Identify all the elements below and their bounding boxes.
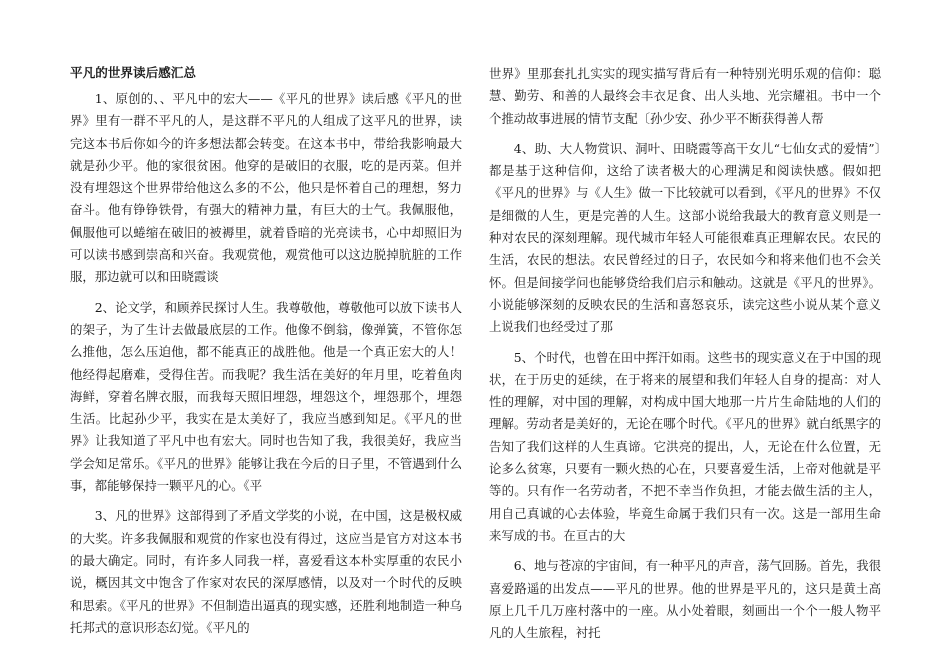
document-title: 平凡的世界读后感汇总 — [70, 65, 196, 80]
paragraph-4: 4、助、大人物赏识、洞叶、田晓霞等高干女儿“七仙女式的爱情”〕都是基于这种信仰，这给了读者极大的心理满足和阅读快感。假如把《平凡的世界》与《人生》做一下比较就可以看到，《平凡的世界》不仅是细微的人生，更是完善的人生。这部小说给我最大的教育意义则是一种对农民的深刻理解。现代城市年轻人可能很难真正理解农民。农民的生活，农民的想法。农民曾经过的日子，农民如今和将来他们也不会关怀。但是间接学问也能够贷给我们启示和触动。这就是《平凡的世界》。小说能够深刻的反映农民的生活和喜怒哀乐，读完这些小说从某个意义上说我们也经受过了那 — [489, 140, 881, 335]
paragraph-3-continued: 世界》里那套扎扎实实的现实描写背后有一种特别光明乐观的信仰：聪慧、勤劳、和善的人最终会丰衣足食、出人头地、光宗耀祖。书中一个个推动故事进展的情节支配〔孙少安、孙少平不断获得善人帮 — [489, 66, 881, 126]
paragraph-2: 2、论文学，和顾养民探讨人生。我尊敬他，尊敬他可以放下读书人的架子，为了生计去做最底层的工作。他像不倒翁，像弹簧，不管你怎么推他，怎么压迫他，都不能真正的战胜他。他是一个真正宏大的人！他经得起磨难，受得住苦。而我呢？我生活在美好的年月里，吃着鱼肉海鲜，穿着名牌衣服，而我每天照旧埋怨，埋怨这个，埋怨那个，埋怨生活。比起孙少平，我实在是太美好了，我应当感到知足。《平凡的世界》让我知道了平凡中也有宏大。同时也告知了我，我很美好，我应当学会知足常乐。《平凡的世界》能够让我在今后的日子里，不管遇到什么事，都能够保持一颗平凡的心。《平 — [70, 299, 463, 494]
left-column — [70, 62, 462, 647]
paragraph-1: 1、原创的、、平凡中的宏大——《平凡的世界》读后感《平凡的世界》里有一群不平凡的人，是这群不平凡的人组成了这平凡的世界，读完这本书后你如今的许多想法都会转变。在这本书中，带给我影响最大就是孙少平。他的家很贫困。他穿的是破旧的衣服，吃的是丙菜。但并没有埋怨这个世界带给他这么多的不公，他只是怀着自己的理想，努力奋斗。他有铮铮铁骨，有强大的精神力量，有巨大的士气。我佩服他，佩服他可以蜷缩在破旧的被褥里，就着昏暗的光亮读书，心中却照旧为可以读书感到崇高和兴奋。我观赏他，观赏他可以这边脱掉肮脏的工作服，那边就可以和田晓霞谈 — [70, 91, 462, 285]
paragraph-6: 6、地与苍凉的宇宙间，有一种平凡的声音，荡气回肠。首先，我很喜爱路遥的出发点——平凡的世界。他的世界是平凡的，这只是黄土高原上几千几万座村落中的一座。从小处着眼，刻画出一个个一般人物平凡的人生旅程，衬托 — [489, 558, 882, 641]
paragraph-3: 3、凡的世界》这部得到了矛盾文学奖的小说，在中国，这是极权威的大奖。许多我佩服和观赏的作家也没有得过，这应当是官方对这本书的最大确定。同时，有许多人同我一样，喜爱看这本朴实厚重的农民小说，概因其文中饱含了作家对农民的深厚感情，以及对一个时代的反映和思索。《平凡的世界》不但制造出逼真的现实感，还胜利地制造一种乌托邦式的意识形态幻觉。《平凡的 — [70, 508, 463, 635]
paragraph-5: 5、个时代，也曾在田中挥汗如雨。这些书的现实意义在于中国的现状，在于历史的延续，在于将来的展望和我们年轻人自身的提高：对人性的理解，对中国的理解，对构成中国大地那一片片生命陆地的人们的理解。劳动者是美好的，无论在哪个时代。《平凡的世界》就白纸黑字的告知了我们这样的人生真谛。它洪亮的提出，人，无论在什么位置，无论多么贫寒，只要有一颗火热的心在，只要喜爱生活，上帝对他就是平等的。只有作一名劳动者，不把不幸当作负担，才能去做生活的主人，用自己真诚的心去体验，毕竟生命属于我们只有一次。这是一部用生命来写成的书。在亘古的大 — [489, 349, 882, 543]
right-column — [489, 63, 881, 652]
